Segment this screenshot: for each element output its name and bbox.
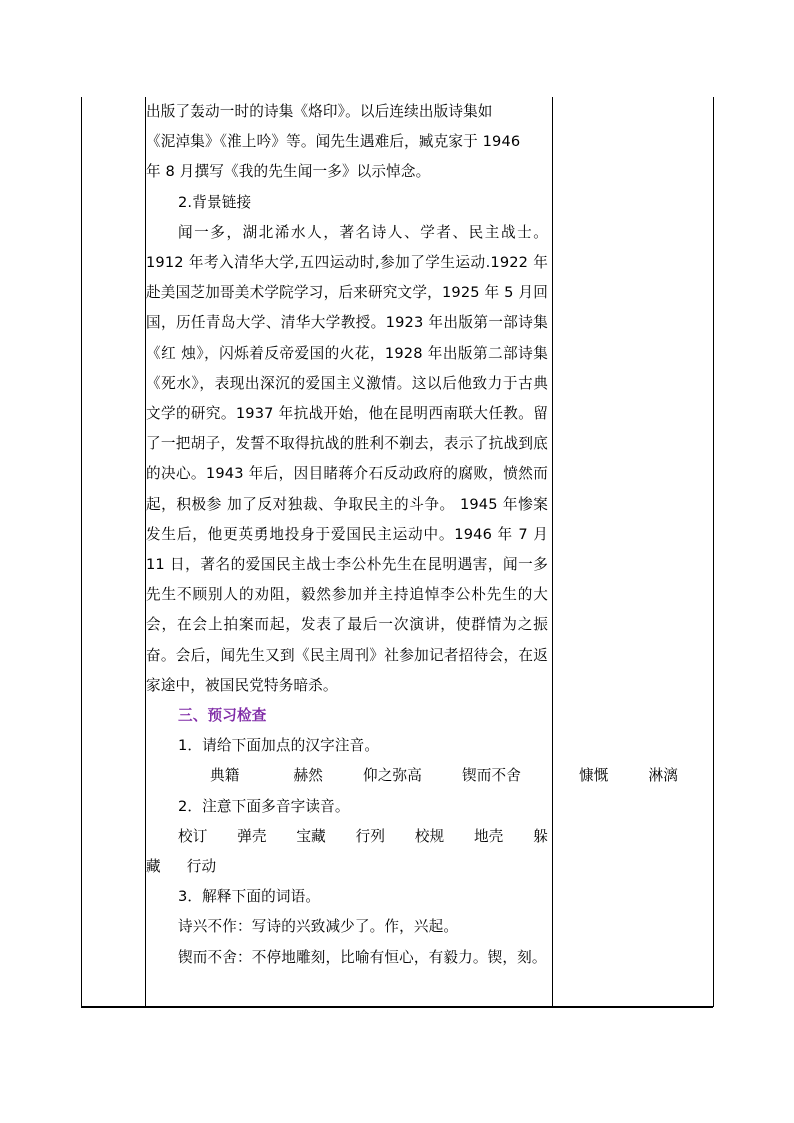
word-item: 仰之弥高 <box>363 767 422 785</box>
author-intro-line: 出版了轰动一时的诗集《烙印》。以后连续出版诗集如 <box>146 103 493 120</box>
question-2: 2．注意下面多音字读音。 <box>178 797 350 815</box>
word-item: 校规 <box>414 827 445 845</box>
background-heading: 2.背景链接 <box>178 193 252 211</box>
word-item: 躲 <box>533 827 548 845</box>
word-item: 地壳 <box>474 827 504 845</box>
definition-item: 诗兴不作：写诗的兴致减少了。作，兴起。 <box>178 918 459 936</box>
word-item: 宝藏 <box>296 827 326 845</box>
word-item: 锲而不舍 <box>461 767 521 785</box>
word-item: 慷慨 <box>578 767 609 785</box>
word-item: 赫然 <box>293 767 323 785</box>
word-item: 行列 <box>355 827 386 845</box>
question-3: 3．解释下面的词语。 <box>178 888 321 906</box>
word-item: 淋漓 <box>648 767 678 785</box>
question-1-words <box>146 761 678 791</box>
word-item: 校订 <box>178 827 208 845</box>
word-item: 藏 <box>146 858 161 876</box>
question-2-words <box>146 822 548 852</box>
word-item: 典籍 <box>210 767 240 785</box>
table-column-divider <box>552 97 553 1007</box>
author-intro-line: 《泥淖集》《淮上吟》等。闻先生遇难后，臧克家于 1946 <box>146 133 521 151</box>
lesson-content <box>146 97 678 973</box>
table-bottom-border <box>81 1006 713 1008</box>
word-item: 行动 <box>186 858 217 876</box>
definition-item: 锲而不舍：不停地雕刻，比喻有恒心，有毅力。锲，刻。 <box>178 948 547 966</box>
section-heading-preview-check: 三、预习检查 <box>178 707 267 725</box>
table-border-left <box>81 97 82 1007</box>
background-text: 闻一多，湖北浠水人，著名诗人、学者、民主战士。1912 年考入清华大学,五四运动时,参加了学生运动.1922 年赴美国芝加哥美术学院学习，后来研究文学，1925 年 5 月回国，历任青岛大学、清华大学教授。1923 年出版第一部诗集《红 烛》，闪烁着反帝爱国的火花，1928 年出版第二部诗集《死水》，表现出深沉的爱国主义激情。这以后他致力于古典文学的研究。1937 年抗战开始，他在昆明西南联大任教。留了一把胡子，发誓不取得抗战的胜利不剃去，表示了抗战到底的决心。1943 年后，因目睹蒋介石反动政府的腐败，愤然而起，积极参 加了反对独裁、争取民主的斗争。 1945 年惨案发生后，他更英勇地投身于爱国民主运动中。1946 年 7 月 11 日，著名的爱国民主战士李公朴先生在昆明遇害，闻一多先生不顾别人的劝阻，毅然参加并主持追悼李公朴先生的大会，在会上拍案而起，发表了最后一次演讲，使群情为之振奋。会后，闻先生又到《民主周刊》社参加记者招待会，在返家途中，被国民党特务暗杀。 <box>146 223 548 694</box>
word-item: 弹壳 <box>237 827 267 845</box>
table-border-right <box>713 97 714 1007</box>
question-1: 1．请给下面加点的汉字注音。 <box>178 737 380 755</box>
author-intro-line: 年 8 月撰写《我的先生闻一多》以示悼念。 <box>146 163 431 181</box>
question-2-words-continued <box>146 852 548 882</box>
